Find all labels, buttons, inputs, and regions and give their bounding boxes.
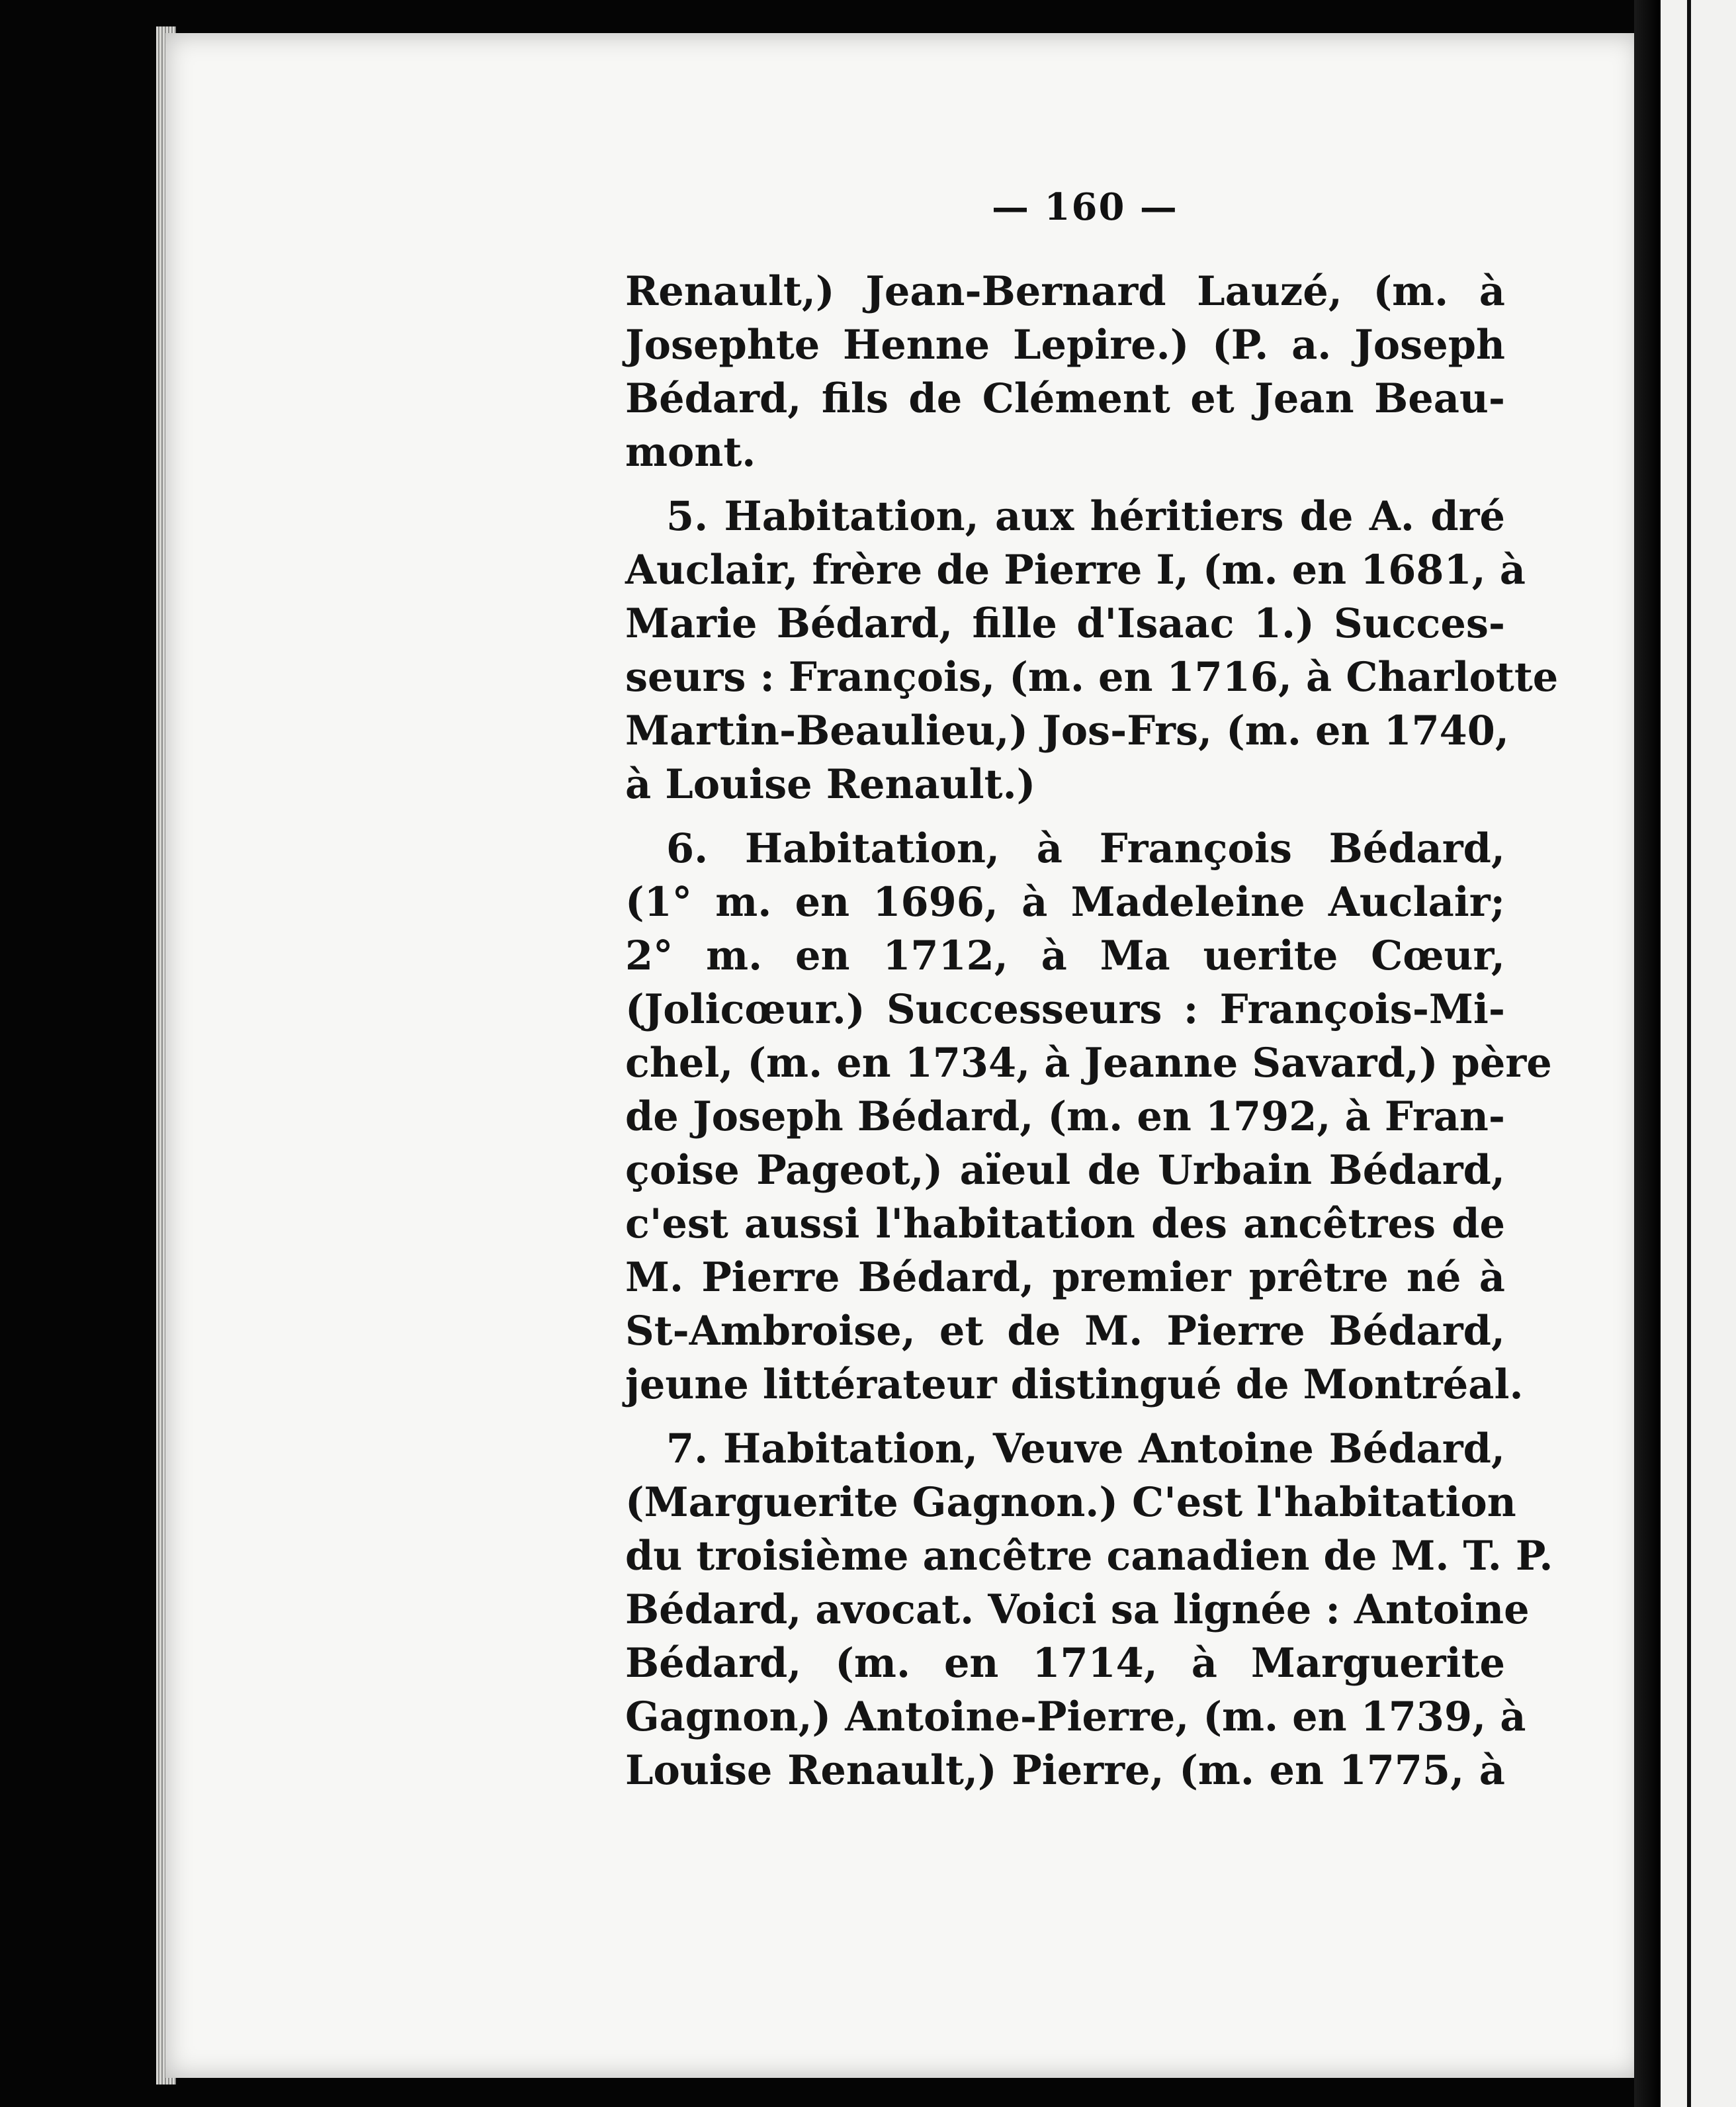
text-line: Martin-Beaulieu,) Jos-Frs, (m. en 1740, (625, 707, 1509, 754)
text-line: Louise Renault,) Pierre, (m. en 1775, à (625, 1747, 1505, 1794)
book-gutter (1634, 0, 1661, 2107)
text-line: 2° m. en 1712, à Ma uerite Cœur, (625, 932, 1505, 979)
text-line: Renault,) Jean-Bernard Lauzé, (m. à (625, 268, 1505, 315)
text-line: mont. (625, 429, 756, 476)
text-line: 7. Habitation, Veuve Antoine Bédard, (666, 1425, 1505, 1472)
facing-page-border (1687, 0, 1691, 2107)
text-line: à Louise Renault.) (625, 761, 1036, 808)
paragraph-7 (625, 1422, 1553, 1797)
text-line: (1° m. en 1696, à Madeleine Auclair; (625, 879, 1505, 926)
text-line: çoise Pageot,) aïeul de Urbain Bédard, (625, 1147, 1505, 1194)
text-line: (Jolicœur.) Successeurs : François-Mi- (625, 986, 1505, 1033)
paragraph-continuation (625, 265, 1505, 479)
paragraph-6 (625, 822, 1552, 1412)
text-line: de Joseph Bédard, (m. en 1792, à Fran- (625, 1093, 1505, 1140)
text-line: St-Ambroise, et de M. Pierre Bédard, (625, 1308, 1505, 1355)
text-line: (Marguerite Gagnon.) C'est l'habitation (625, 1479, 1516, 1526)
text-line: Gagnon,) Antoine-Pierre, (m. en 1739, à (625, 1693, 1526, 1740)
text-line: chel, (m. en 1734, à Jeanne Savard,) père (625, 1040, 1552, 1087)
text-line: 5. Habitation, aux héritiers de A. dré (666, 493, 1505, 540)
text-line: 6. Habitation, à François Bédard, (666, 825, 1505, 872)
text-line: du troisième ancêtre canadien de M. T. P. (625, 1533, 1553, 1580)
body-text (625, 265, 1559, 1808)
page-number: — 160 — (992, 185, 1178, 229)
text-line: seurs : François, (m. en 1716, à Charlotte (625, 654, 1559, 701)
text-line: M. Pierre Bédard, premier prêtre né à (625, 1254, 1505, 1301)
text-line: Josephte Henne Lepire.) (P. a. Joseph (625, 322, 1505, 369)
text-line: Auclair, frère de Pierre I, (m. en 1681, à (625, 547, 1526, 594)
text-line: Marie Bédard, fille d'Isaac 1.) Succes- (625, 600, 1505, 647)
facing-page-edge (1661, 0, 1736, 2107)
text-line: Bédard, fils de Clément et Jean Beau- (625, 375, 1505, 422)
text-line: c'est aussi l'habitation des ancêtres de (625, 1200, 1505, 1247)
text-line: Bédard, (m. en 1714, à Marguerite (625, 1640, 1505, 1687)
text-line: Bédard, avocat. Voici sa lignée : Antoine (625, 1586, 1530, 1633)
text-line: jeune littérateur distingué de Montréal. (625, 1361, 1524, 1408)
paragraph-5 (625, 490, 1559, 811)
